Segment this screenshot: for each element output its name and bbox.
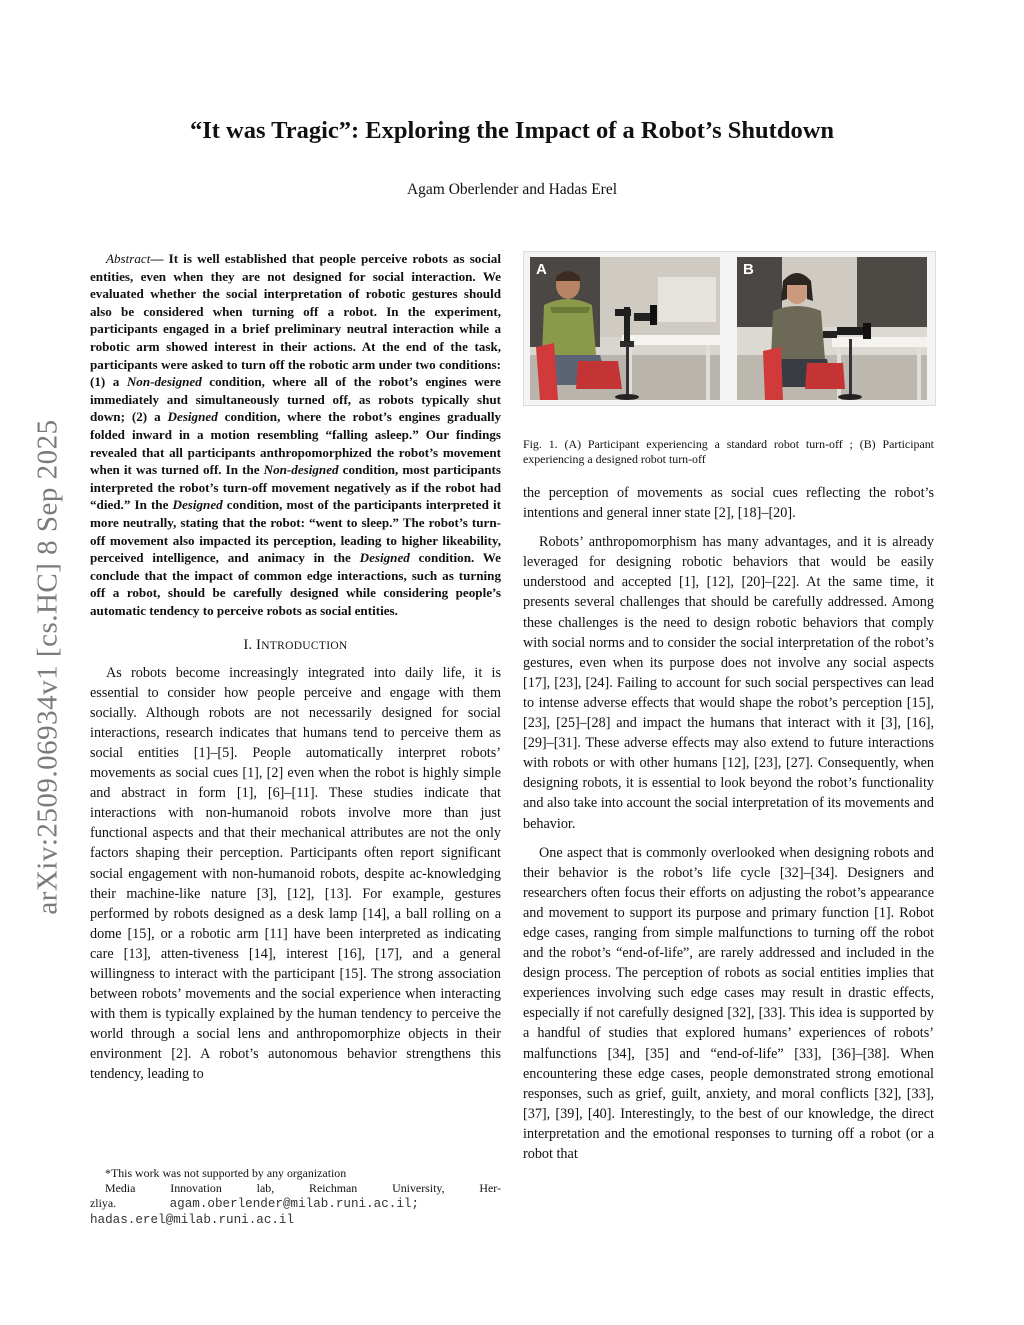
figure-photo-a (530, 257, 720, 400)
affiliation-word: Media (105, 1181, 136, 1195)
photo-label-b: B (743, 261, 754, 278)
paper-authors: Agam Oberlender and Hadas Erel (406, 181, 618, 198)
affiliation-word: Her- (479, 1181, 501, 1195)
footnote-email-line (90, 1196, 501, 1212)
figure-1 (523, 251, 936, 406)
email-link-hadas[interactable]: hadas.erel@milab.runi.ac.il (90, 1213, 295, 1227)
abstract-term-designed: Designed (359, 550, 410, 566)
affiliation-word: University, (392, 1181, 445, 1195)
footnote-affiliation (90, 1181, 501, 1196)
abstract-text-2: condition, where all of the robot’s engines were immediately and simultaneously turned off, as robots typically shut down; (2) a (90, 374, 501, 425)
photo-label-a: A (536, 261, 547, 278)
arxiv-identifier-sidebar (22, 372, 74, 962)
paragraph-anthropomorphism: Robots’ anthropomorphism has many advantages, and it is already leveraged for designing robotic behaviors that would be easily understood and accepted [1], [12], [20]–[22]. At the same time, it presents several challenges that should be carefully addressed. Among these challenges is the need to design robotic behaviors that comply with social norms and to consider the social interpretation of the robot’s gestures, even when its purpose does not involve any social aspects [17], [23], [24]. Failing to account for such social perspectives can lead to intense adverse effects that would shape the robot’s perception [15], [23], [25]–[28] and impact the humans that interact with it [3], [16], [29]–[31]. These adverse effects may also extend to future interactions with robots or with other humans [12], [23], [27]. Consequently, when designing robots, it is essential to look beyond the robot’s functionality and also take into account the social interpretation of its movements and behavior. (523, 534, 934, 832)
abstract-dash: — (150, 251, 169, 266)
footnote-email-line-2 (90, 1212, 501, 1228)
affiliation-city: zliya. (90, 1196, 117, 1210)
abstract-text-6: condition. We conclude that the impact of common edge interactions, such as turning off a robot, should be carefully designed while considering people’s automatic tendency to perceive robots as social entities. (90, 550, 501, 618)
arxiv-identifier: arXiv:2509.06934v1 [cs.HC] 8 Sep 2025 (31, 419, 64, 915)
abstract-term-nondesigned: Non-designed (126, 374, 202, 390)
right-column (523, 483, 934, 1164)
photo-standard-turnoff-image (530, 257, 720, 400)
figure-photo-b (737, 257, 927, 400)
footnote (90, 1166, 501, 1228)
section-title-initial: I (256, 637, 262, 654)
section-heading-introduction (90, 635, 501, 656)
photo-designed-turnoff-image (737, 257, 927, 400)
affiliation-word: lab, (256, 1181, 275, 1195)
abstract-text-3: condition, where the robot’s engines gradually folded inward in a motion resembling “falling asleep.” Our findings revealed that all participants anthropomorphized the robot’s movement when it was turned off. In the (90, 409, 501, 478)
footnote-funding: *This work was not supported by any organization (105, 1166, 347, 1180)
email-link-agam[interactable]: agam.oberlender@milab.runi.ac.il; (169, 1197, 420, 1211)
abstract-term-designed: Designed (172, 497, 223, 513)
section-title-rest: NTRODUCTION (261, 640, 348, 653)
paper-title: “It was Tragic”: Exploring the Impact of a Robot’s Shutdown (189, 117, 835, 144)
abstract-term-nondesigned: Non-designed (263, 462, 339, 478)
figure-caption: Fig. 1. (A) Participant experiencing a standard robot turn-off ; (B) Participant experiencing a designed robot turn-off (523, 436, 934, 466)
affiliation-word: Innovation (170, 1181, 222, 1195)
abstract-text-1: It is well established that people perceive robots as social entities, even when they are not designed for social interaction. We evaluated whether the social interpretation of robotic gestures should also be considered when turning off a robot. In the experiment, participants engaged in a brief preliminary neutral interaction while a robotic arm showed interest in their actions. At the end of the task, participants were asked to turn off the robotic arm under two conditions: (1) a (90, 251, 501, 390)
affiliation-word: Reichman (309, 1181, 358, 1195)
left-column (90, 250, 501, 1085)
section-number: I. (243, 637, 257, 654)
abstract (90, 250, 501, 619)
paragraph-continued: the perception of movements as social cues reflecting the robot’s intentions and general inner state [2], [18]–[20]. (523, 485, 934, 522)
intro-paragraph: As robots become increasingly integrated into daily life, it is essential to consider how people perceive and engage with them socially. Although robots are not necessarily designed for social interactions, research indicates that humans tend to perceive them as social entities [1]–[5]. People automatically interpret robots’ movements as social cues [1], [2] even when the robot is highly simple and abstract in form [1], [6]–[11]. These studies indicate that interactions with non-humanoid robots involve more than just functional aspects and that their mechanical attributes are not the only factors shaping their perception. Participants often report significant social engagement with non-humanoid robots, despite ac-knowledging their machine-like nature [3], [12], [13]. For example, gestures performed by robots designed as a desk lamp [14], a ball rolling on a dome [15], or a robotic arm [11] have been interpreted as indicating care [13], atten-tiveness [14], interest [16], [17], and a general willingness to interact with the participant [15]. The strong association between robots’ movements and the social experience when interacting with them is typically explained by the human tendency to perceive the world through a social lens and anthropomorphize objects in their environment [2]. A robot’s autonomous behavior strengthens this tendency, leading to (90, 664, 501, 1083)
paragraph-life-cycle: One aspect that is commonly overlooked when designing robots and their behavior is the robot’s life cycle [32]–[34]. Designers and researchers often focus their efforts on adjusting the robot’s appearance and movement to support its purpose and primary function [1]. Robot edge cases, ranging from simple malfunctions to turning off the robot and the robot’s “end-of-life”, are rarely addressed and included in the design process. The perception of robots as social entities implies that experiences involving such edge cases may result in drastic effects, especially if not carefully designed [32], [33]. This idea is supported by a handful of studies that explored humans’ experiences of robots’ malfunctions [34], [35] and “end-of-life” [33], [36]–[38]. When encountering these edge cases, people demonstrated strong emotional responses, such as grief, guilt, anxiety, and moral conflicts [32], [33], [37], [39], [40]. Interestingly, to the best of our knowledge, the direct interpretation and the emotional responses to turning off a robot (or a robot that (523, 844, 934, 1162)
abstract-term-designed: Designed (167, 409, 218, 425)
abstract-text-4: condition, most participants interpreted the robot’s turn-off movement negatively as if the robot had “died.” In the (90, 462, 501, 513)
abstract-label: Abstract (106, 251, 151, 266)
abstract-text-5: condition, most of the participants interpreted it more neutrally, stating that the robot: “went to sleep.” The robot’s turn-off movement also impacted its perception, leading to higher likeability, perceived intelligence, and animacy in the (90, 497, 501, 566)
